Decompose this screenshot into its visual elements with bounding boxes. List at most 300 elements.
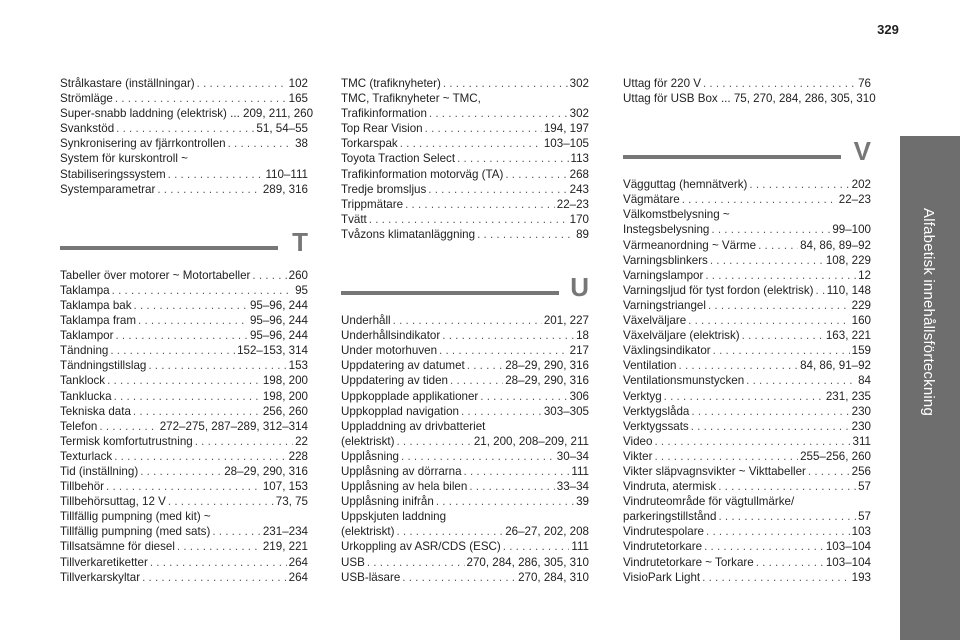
entry-term: Varningsblinkers [623, 253, 708, 267]
index-entry [623, 343, 871, 358]
entry-term: Urkoppling av ASR/CDS (ESC) [341, 540, 501, 554]
entry-term: Systemparametrar [60, 182, 156, 196]
entry-pages: 268 [569, 167, 589, 181]
entry-pages: 219, 221 [262, 540, 308, 554]
entry-term: Tändning [60, 344, 109, 358]
dot-leader [808, 464, 850, 479]
index-entry [623, 449, 871, 464]
entry-term: VisioPark Light [623, 570, 701, 584]
entry-pages: 95 [295, 283, 308, 297]
entry-term: Stabiliseringssystem [60, 167, 166, 181]
dot-leader [443, 76, 568, 91]
index-entry [623, 434, 871, 449]
index-entry [623, 570, 871, 585]
dot-leader [708, 298, 850, 313]
dot-leader [396, 524, 503, 539]
entry-term: Upplåsning av hela bilen [341, 480, 468, 494]
entry-term: (elektriskt) [341, 525, 395, 539]
index-entry [623, 283, 871, 298]
entry-pages: 303–305 [543, 404, 589, 418]
index-entry [341, 227, 589, 242]
entry-term: Vägmätare [623, 193, 680, 207]
entry-pages: 159 [851, 344, 871, 358]
entry-pages: 108, 229 [825, 253, 871, 267]
entry-term: Termisk komfortutrustning [60, 434, 193, 448]
index-entry [623, 298, 871, 313]
dot-leader [746, 373, 856, 388]
dot-leader [212, 524, 261, 539]
entry-pages: 198, 200 [262, 374, 308, 388]
entry-term: Taklampa fram [60, 314, 137, 328]
entry-term: Verktygssats [623, 419, 689, 433]
section-divider [60, 246, 278, 250]
index-entry [341, 76, 589, 91]
index-entry [341, 539, 589, 554]
dot-leader [702, 570, 850, 585]
entry-pages: 57 [858, 510, 871, 524]
dot-leader [148, 358, 286, 373]
entry-term: Toyota Traction Select [341, 152, 456, 166]
entry-pages: 201, 227 [543, 314, 589, 328]
index-column-1 [60, 76, 314, 585]
dot-leader [742, 328, 824, 343]
dot-leader [168, 494, 274, 509]
entry-term: Under motorhuven [341, 344, 438, 358]
dot-leader [710, 253, 824, 268]
entry-term: Vägguttag (hemnätverk) [623, 178, 748, 192]
entry-pages: 103–104 [825, 555, 871, 569]
dot-leader [425, 121, 542, 136]
index-entry [60, 136, 308, 151]
entry-term: USB [341, 555, 365, 569]
dot-leader [718, 479, 856, 494]
dot-leader [664, 389, 824, 404]
index-entry [60, 373, 308, 388]
entry-term: Tillverkaretiketter [60, 555, 148, 569]
letter-heading [60, 224, 308, 268]
dot-leader [142, 570, 287, 585]
index-entry [60, 449, 308, 464]
dot-leader [442, 328, 574, 343]
dot-leader [705, 268, 856, 283]
index-entry [623, 177, 871, 192]
entry-term: Tändningstillslag [60, 359, 147, 373]
entry-term: USB-läsare [341, 570, 401, 584]
dot-leader [157, 182, 261, 197]
dot-leader [114, 389, 261, 404]
entry-term: Top Rear Vision [341, 122, 423, 136]
dot-leader [401, 449, 555, 464]
index-entry: Uppladdning av drivbatteriet [341, 419, 486, 433]
index-entry [341, 479, 589, 494]
index-column-3 [623, 76, 876, 585]
dot-leader [402, 570, 516, 585]
index-entry [623, 192, 871, 207]
entry-pages: 198, 200 [262, 389, 308, 403]
index-entry: Välkomstbelysning ~ [623, 208, 730, 222]
entry-pages: 230 [851, 404, 871, 418]
entry-term: (elektriskt) [341, 434, 395, 448]
entry-pages: 33–34 [556, 480, 589, 494]
entry-pages: 22–23 [556, 197, 589, 211]
entry-term: Ventilation [623, 359, 677, 373]
index-entry [623, 238, 871, 253]
dot-leader [816, 283, 825, 298]
dot-leader [428, 182, 567, 197]
entry-pages: 113 [570, 152, 589, 166]
index-entry [60, 182, 308, 197]
entry-term: Vindrutetorkare ~ Torkare [623, 555, 754, 569]
index-entry [623, 222, 871, 237]
entry-term: Värmeanordning ~ Värme [623, 238, 757, 252]
entry-pages: 28–29, 290, 316 [224, 464, 308, 478]
entry-term: Trafikinformation [341, 107, 427, 121]
index-entry [60, 298, 308, 313]
dot-leader [758, 238, 798, 253]
entry-pages: 231–234 [262, 525, 308, 539]
section-letter: T [292, 226, 308, 257]
dot-leader [654, 449, 798, 464]
dot-leader [691, 419, 850, 434]
index-entry [341, 313, 589, 328]
entry-pages: 110, 148 [826, 283, 871, 297]
index-entry [341, 151, 589, 166]
entry-pages: 229 [851, 298, 871, 312]
entry-term: Upplåsning inifrån [341, 495, 434, 509]
dot-leader [450, 373, 503, 388]
entry-pages: 30–34 [556, 449, 589, 463]
dot-leader [503, 539, 570, 554]
entry-pages: 311 [852, 434, 871, 448]
dot-leader [691, 404, 849, 419]
dot-leader [197, 76, 287, 91]
entry-pages: 228 [288, 449, 308, 463]
index-entry [623, 373, 871, 388]
dot-leader [461, 404, 542, 419]
index-entry [60, 555, 308, 570]
dot-leader [252, 268, 286, 283]
entry-term: Texturlack [60, 449, 113, 463]
entry-term: Varningsljud för tyst fordon (elektrisk) [623, 283, 814, 297]
entry-term: Varningslampor [623, 268, 704, 282]
index-entry [60, 313, 308, 328]
dot-leader [115, 328, 247, 343]
entry-term: Taklampor [60, 329, 114, 343]
entry-pages: 163, 221 [825, 329, 871, 343]
dot-leader [134, 298, 248, 313]
index-entry [341, 434, 589, 449]
entry-term: Vindrutespolare [623, 525, 704, 539]
index-entry [341, 358, 589, 373]
index-entry [60, 343, 308, 358]
entry-term: Ventilationsmunstycken [623, 374, 745, 388]
entry-pages: 243 [569, 182, 589, 196]
index-entry: Super-snabb laddning (elektrisk) ... 209, 211, 260 [60, 107, 314, 121]
index-entry [60, 358, 308, 373]
entry-pages: 12 [858, 268, 871, 282]
index-entry [623, 509, 871, 524]
index-entry [341, 167, 589, 182]
entry-pages: 22–23 [838, 193, 871, 207]
entry-term: Trafikinformation motorväg (TA) [341, 167, 504, 181]
entry-pages: 165 [288, 92, 308, 106]
entry-pages: 76 [858, 77, 871, 90]
dot-leader [682, 192, 837, 207]
index-entry [341, 343, 589, 358]
index-entry [60, 419, 308, 434]
entry-pages: 302 [569, 107, 589, 121]
entry-term: parkeringstillstånd [623, 510, 717, 524]
entry-term: TMC (trafiknyheter) [341, 77, 441, 90]
index-entry [60, 524, 308, 539]
entry-term: Varningstriangel [623, 298, 706, 312]
section-tab-label: Alfabetisk innehållsförteckning [920, 208, 937, 416]
section-divider [341, 291, 559, 295]
index-entry [341, 555, 589, 570]
section-letter: V [853, 136, 871, 167]
entry-pages: 102 [288, 77, 308, 90]
dot-leader [467, 358, 503, 373]
entry-term: Tanklucka [60, 389, 112, 403]
index-entry [60, 268, 308, 283]
dot-leader [115, 91, 287, 106]
entry-pages: 28–29, 290, 316 [505, 374, 589, 388]
dot-leader [439, 343, 568, 358]
dot-leader [396, 434, 471, 449]
index-entry [341, 373, 589, 388]
entry-term: Instegsbelysning [623, 223, 710, 237]
index-entry [623, 555, 871, 570]
entry-pages: 306 [569, 389, 589, 403]
entry-term: Synkronisering av fjärrkontrollen [60, 137, 226, 151]
entry-pages: 99–100 [832, 223, 871, 237]
index-entry [60, 464, 308, 479]
dot-leader [140, 464, 222, 479]
dot-leader [116, 121, 254, 136]
dot-leader [367, 555, 465, 570]
entry-pages: 111 [571, 540, 589, 554]
dot-leader [477, 227, 574, 242]
dot-leader [480, 389, 567, 404]
dot-leader [703, 76, 856, 91]
entry-pages: 84, 86, 91–92 [800, 359, 871, 373]
index-entry [623, 358, 871, 373]
entry-pages: 84, 86, 89–92 [800, 238, 871, 252]
index-entry [623, 419, 871, 434]
entry-pages: 111 [571, 464, 589, 478]
entry-term: Uppkopplade applikationer [341, 389, 479, 403]
index-entry [60, 121, 308, 136]
letter-heading [341, 269, 589, 313]
entry-pages: 28–29, 290, 316 [505, 359, 589, 373]
entry-pages: 153 [288, 359, 308, 373]
entry-pages: 264 [288, 555, 308, 569]
index-entry [623, 404, 871, 419]
entry-term: Tanklock [60, 374, 106, 388]
dot-leader [114, 449, 286, 464]
index-entry [60, 91, 308, 106]
entry-pages: 95–96, 244 [249, 314, 308, 328]
entry-term: Underhållsindikator [341, 329, 441, 343]
index-column-2 [341, 76, 589, 585]
entry-term: Verktygslåda [623, 404, 690, 418]
entry-pages: 18 [576, 329, 589, 343]
index-entry: Vindruteområde för vägtullmärke/ [623, 495, 795, 509]
dot-leader [168, 167, 264, 182]
index-entry [60, 283, 308, 298]
entry-pages: 57 [858, 480, 871, 494]
entry-term: Uttag för 220 V [623, 77, 701, 90]
index-entry [623, 539, 871, 554]
index-entry [341, 464, 589, 479]
dot-leader [457, 151, 568, 166]
dot-leader [99, 419, 157, 434]
entry-term: Tid (inställning) [60, 464, 139, 478]
entry-pages: 84 [858, 374, 871, 388]
dot-leader [679, 358, 799, 373]
index-entry [60, 570, 308, 585]
entry-pages: 110–111 [265, 167, 308, 181]
entry-pages: 270, 284, 286, 305, 310 [466, 555, 589, 569]
dot-leader [718, 509, 856, 524]
entry-pages: 289, 316 [262, 182, 308, 196]
entry-pages: 256 [851, 464, 871, 478]
entry-term: Tabeller över motorer ~ Motortabeller [60, 268, 251, 282]
index-entry [623, 479, 871, 494]
entry-term: Tillbehör [60, 480, 105, 494]
entry-term: Uppdatering av datumet [341, 359, 465, 373]
entry-pages: 95–96, 244 [249, 329, 308, 343]
entry-pages: 73, 75 [275, 495, 308, 509]
dot-leader [405, 197, 555, 212]
entry-term: Verktyg [623, 389, 662, 403]
entry-term: Tvätt [341, 212, 367, 226]
entry-pages: 217 [569, 344, 589, 358]
index-entry: Tillfällig pumpning (med kit) ~ [60, 510, 211, 524]
index-entry [341, 494, 589, 509]
dot-leader [112, 283, 293, 298]
dot-leader [369, 212, 568, 227]
index-entry [60, 76, 308, 91]
entry-pages: 193 [851, 570, 871, 584]
dot-leader [150, 555, 287, 570]
entry-term: Svankstöd [60, 122, 115, 136]
index-entry [623, 76, 871, 91]
index-entry [341, 524, 589, 539]
index-entry: TMC, Trafiknyheter ~ TMC, [341, 92, 481, 106]
entry-pages: 194, 197 [543, 122, 589, 136]
entry-pages: 21, 200, 208–209, 211 [473, 434, 589, 448]
entry-pages: 230 [851, 419, 871, 433]
entry-pages: 270, 284, 310 [518, 570, 589, 584]
dot-leader [106, 479, 261, 494]
index-entry: Uttag för USB Box ... 75, 270, 284, 286, 305, 310 [623, 92, 876, 106]
entry-term: Växelväljare (elektrisk) [623, 329, 740, 343]
dot-leader [713, 343, 850, 358]
index-entry [60, 434, 308, 449]
dot-leader [400, 136, 542, 151]
entry-pages: 89 [576, 227, 589, 241]
dot-leader [704, 539, 824, 554]
index-entry [60, 539, 308, 554]
index-entry [623, 328, 871, 343]
entry-pages: 260 [288, 268, 308, 282]
entry-term: Tvåzons klimatanläggning [341, 227, 476, 241]
dot-leader [711, 222, 830, 237]
entry-pages: 152–153, 314 [237, 344, 308, 358]
section-divider [623, 155, 841, 159]
entry-pages: 39 [576, 495, 589, 509]
entry-pages: 107, 153 [262, 480, 308, 494]
dot-leader [110, 343, 235, 358]
entry-term: Taklampa [60, 283, 110, 297]
entry-pages: 26–27, 202, 208 [505, 525, 589, 539]
index-entry [341, 121, 589, 136]
entry-pages: 302 [569, 77, 589, 90]
entry-term: Tekniska data [60, 404, 131, 418]
dot-leader [469, 479, 554, 494]
entry-pages: 103–104 [825, 540, 871, 554]
dot-leader [688, 313, 850, 328]
entry-term: Telefon [60, 419, 98, 433]
index-entry [60, 479, 308, 494]
entry-term: Tillfällig pumpning (med sats) [60, 525, 211, 539]
entry-term: Vindrutetorkare [623, 540, 703, 554]
index-entry [623, 253, 871, 268]
index-entry: System för kurskontroll ~ [60, 152, 188, 166]
dot-leader [195, 434, 293, 449]
index-entry [623, 524, 871, 539]
entry-pages: 202 [851, 178, 871, 192]
entry-pages: 256, 260 [262, 404, 308, 418]
index-entry [60, 167, 308, 182]
index-entry [341, 328, 589, 343]
entry-pages: 170 [569, 212, 589, 226]
entry-term: Upplåsning av dörrarna [341, 464, 462, 478]
dot-leader [138, 313, 248, 328]
entry-pages: 255–256, 260 [800, 449, 871, 463]
entry-term: Vikter släpvagnsvikter ~ Vikttabeller [623, 464, 806, 478]
dot-leader [706, 524, 850, 539]
entry-pages: 22 [295, 434, 308, 448]
entry-term: Vindruta, atermisk [623, 480, 717, 494]
entry-term: Strömläge [60, 92, 113, 106]
entry-pages: 38 [295, 137, 308, 151]
index-entry [623, 389, 871, 404]
dot-leader [393, 313, 542, 328]
entry-term: Växlingsindikator [623, 344, 711, 358]
entry-term: Tillverkarskyltar [60, 570, 141, 584]
entry-pages: 160 [851, 314, 871, 328]
dot-leader [228, 136, 293, 151]
entry-pages: 272–275, 287–289, 312–314 [159, 419, 308, 433]
index-entry [60, 404, 308, 419]
dot-leader [429, 106, 568, 121]
entry-term: Tredje bromsljus [341, 182, 427, 196]
index-entry [341, 197, 589, 212]
dot-leader [464, 464, 570, 479]
dot-leader [749, 177, 849, 192]
entry-pages: 231, 235 [825, 389, 871, 403]
entry-term: Taklampa bak [60, 298, 132, 312]
entry-term: Tillbehörsuttag, 12 V [60, 495, 166, 509]
entry-term: Trippmätare [341, 197, 404, 211]
index-entry [341, 182, 589, 197]
index-entry [60, 494, 308, 509]
entry-pages: 103–105 [543, 137, 589, 151]
letter-heading [623, 133, 871, 177]
entry-term: Tillsatsämne för diesel [60, 540, 175, 554]
